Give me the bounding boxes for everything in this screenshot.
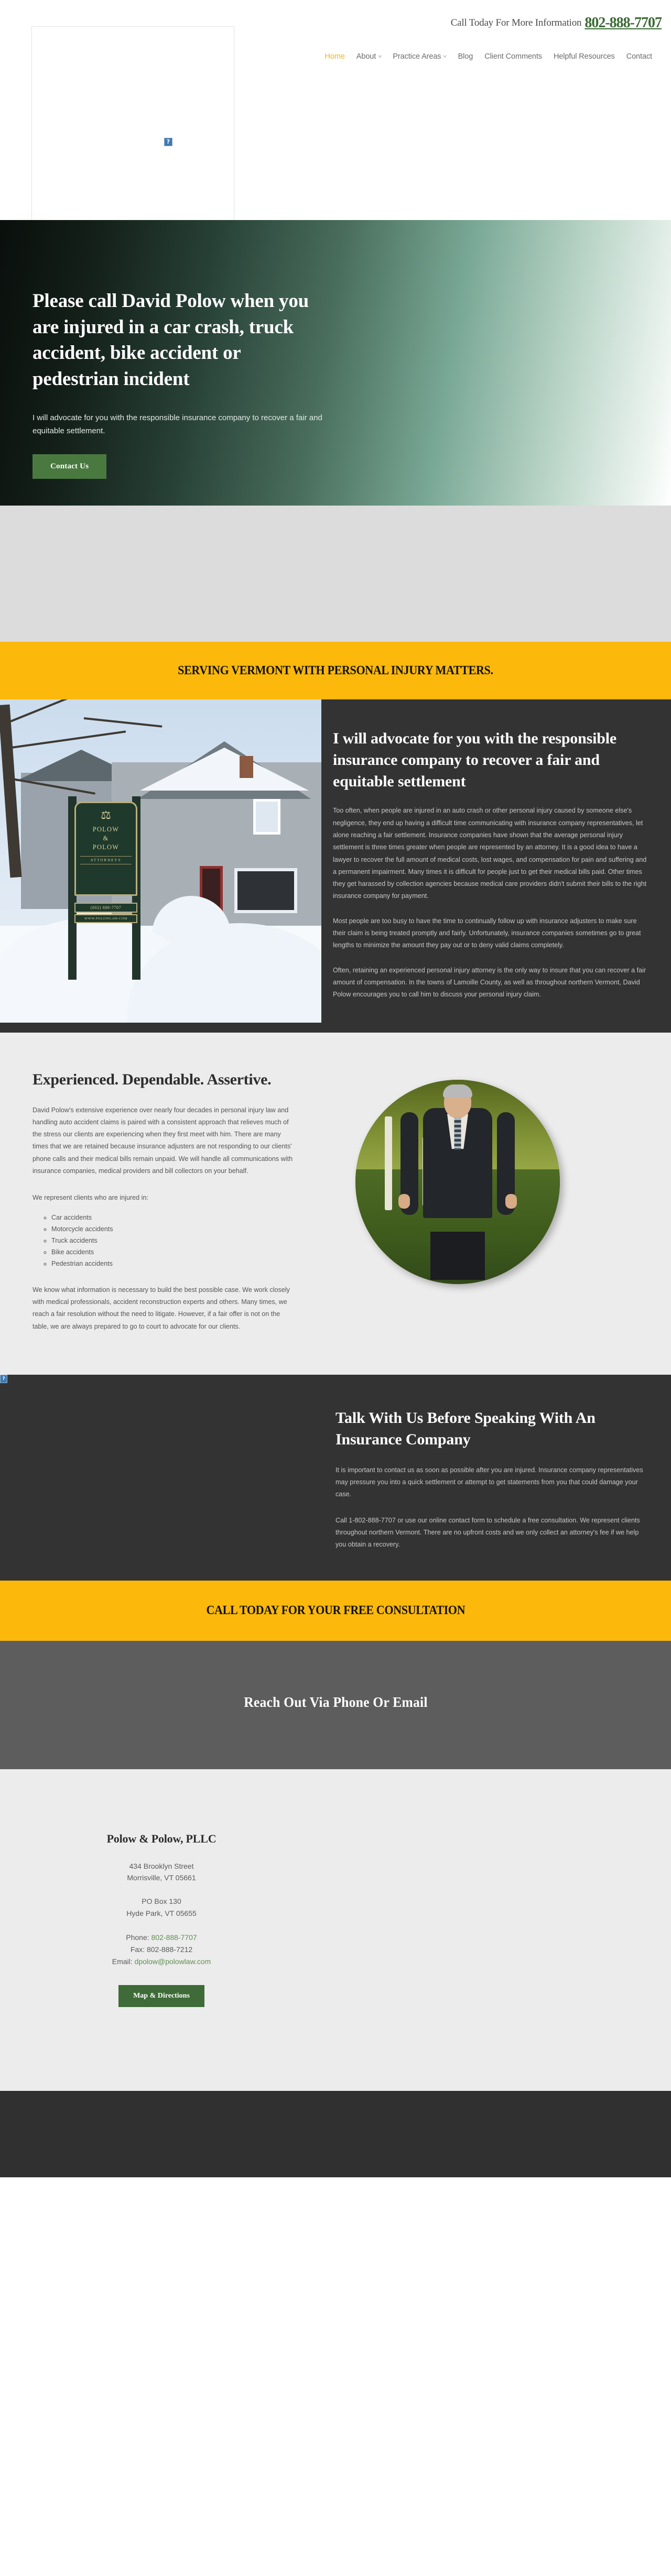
- sign-attorneys-label: ATTORNEYS: [80, 856, 132, 864]
- footer-email-row: [57, 1956, 266, 1968]
- sign-name-line1: POLOW: [92, 826, 120, 833]
- hero-section: [0, 220, 671, 506]
- experienced-section: [0, 1033, 671, 1375]
- scales-of-justice-icon: ⚖: [101, 808, 111, 821]
- advocate-paragraph-3: Often, retaining an experienced personal injury attorney is the only way to insure that you can recover a fair amount of compensation. In the towns of Lamoille County, as well as throughout northern Vermont, David Polow encourages you to call him to discuss your personal injury claim.: [333, 966, 646, 999]
- experienced-photo-area: [336, 1069, 671, 1333]
- hero-content: [33, 288, 331, 479]
- serving-vermont-banner: [0, 642, 671, 699]
- site-footer: [0, 1769, 671, 2091]
- nav-label-practice-areas: Practice Areas: [393, 52, 441, 61]
- list-item: ◦ Bike accidents: [51, 1246, 294, 1258]
- nav-label-blog: Blog: [458, 52, 473, 61]
- call-today-label: Call Today For More Information: [450, 17, 582, 28]
- call-today-line: [451, 15, 662, 31]
- list-item: ◦ Motorcycle accidents: [51, 1223, 294, 1235]
- portrait-tie: [454, 1115, 461, 1150]
- footer-po-city: Hyde Park, VT 05655: [126, 1909, 197, 1917]
- footer-address-street: 434 Brooklyn Street: [129, 1861, 194, 1870]
- attorney-portrait: [355, 1080, 560, 1284]
- footer-phone-label: Phone:: [126, 1933, 151, 1942]
- nav-label-about: About: [356, 52, 376, 61]
- injury-types-list: [33, 1212, 294, 1269]
- photo-chimney: [240, 756, 253, 778]
- talk-paragraph-2: Call 1-802-888-7707 or use our online contact form to schedule a free consultation. We represent clients throughout northern Vermont. There are no upfront costs and we only collect an attorney's fee if we help you obtain a recovery.: [336, 1516, 640, 1549]
- site-header: [0, 0, 671, 220]
- footer-phone-link[interactable]: 802-888-7707: [151, 1933, 197, 1942]
- talk-paragraph-1: It is important to contact us as soon as possible after you are injured. Insurance company representatives may pressure you into a quick settlement or attempt to get statements from you that could damage your case.: [336, 1466, 643, 1498]
- sign-phone-plate: (802) 888-7707: [74, 903, 137, 913]
- portrait-hair: [443, 1084, 472, 1098]
- footer-email-label: Email:: [112, 1957, 135, 1966]
- main-navigation: [325, 52, 652, 61]
- sign-website-plate: WWW.POLOWLAW.COM: [74, 914, 137, 923]
- footer-address-primary: [57, 1860, 266, 1884]
- broken-image-icon: ?: [0, 1375, 7, 1383]
- nav-item-about[interactable]: [356, 52, 382, 61]
- footer-address-city: Morrisville, VT 05661: [127, 1873, 196, 1882]
- talk-left-spacer: [0, 1407, 336, 1551]
- sign-name-line2: POLOW: [92, 843, 120, 851]
- portrait-legs: [430, 1232, 485, 1280]
- nav-item-helpful-resources[interactable]: [554, 52, 615, 61]
- office-sign-photo: [0, 699, 321, 1023]
- hero-title: Please call David Polow when you are injured in a car crash, truck accident, bike accident or pedestrian incident: [33, 290, 309, 390]
- broken-image-icon: ?: [164, 138, 172, 146]
- advocate-content: [321, 699, 671, 1033]
- nav-label-home: Home: [324, 52, 345, 61]
- portrait-birch-tree: [385, 1116, 392, 1210]
- list-item: ◦ Pedestrian accidents: [51, 1258, 294, 1269]
- photo-sign-board: [74, 802, 137, 896]
- footer-phone-row: [57, 1932, 266, 1944]
- portrait-hand: [398, 1194, 410, 1209]
- nav-item-home[interactable]: [325, 52, 345, 61]
- footer-fax: Fax: 802-888-7212: [130, 1945, 193, 1954]
- sign-ampersand: &: [103, 834, 109, 842]
- advocate-title: I will advocate for you with the responsible insurance company to recover a fair and equitable settlement: [333, 730, 616, 790]
- experienced-paragraph-1: David Polow's extensive experience over nearly four decades in personal injury law and handling auto accident claims is paired with a consistent approach that relieves much of the stress our clients are experiencing when they first meet with him. There are many times that we are retained because insurance adjusters are not responding to our clients' phone calls and their medical bills remain unpaid. We will handle all communications with insurance companies, medical providers and bill collectors on your behalf.: [33, 1106, 293, 1175]
- contact-us-button[interactable]: Contact Us: [33, 454, 106, 479]
- hero-spacer: [0, 506, 671, 642]
- chevron-down-icon: ˅: [443, 54, 447, 59]
- advocate-section: [0, 699, 671, 1033]
- talk-content: [336, 1407, 671, 1551]
- list-item: ◦ Car accidents: [51, 1212, 294, 1223]
- nav-item-blog[interactable]: [458, 52, 473, 61]
- talk-title: Talk With Us Before Speaking With An Insurance Company: [336, 1409, 596, 1449]
- photo-roof-snow: [140, 748, 309, 791]
- photo-window: [234, 868, 297, 913]
- chevron-down-icon: ˅: [378, 54, 382, 59]
- nav-item-contact[interactable]: [626, 52, 652, 61]
- call-today-banner-text: CALL TODAY FOR YOUR FREE CONSULTATION: [206, 1603, 465, 1617]
- advocate-paragraph-2: Most people are too busy to have the time to continually follow up with insurance adjusters to make sure their claim is being treated promptly and fairly. Unfortunately, insurance companies sometimes go to great lengths to minimize the amount they pay out or to deny valid claims completely.: [333, 917, 641, 949]
- list-item: ◦ Truck accidents: [51, 1235, 294, 1246]
- portrait-hand: [505, 1194, 517, 1209]
- footer-email-link[interactable]: dpolow@polowlaw.com: [134, 1957, 211, 1966]
- talk-with-us-section: [0, 1375, 671, 1581]
- footer-contact-details: [57, 1932, 266, 1967]
- experienced-title: Experienced. Dependable. Assertive.: [33, 1070, 272, 1088]
- hero-subtitle: I will advocate for you with the responsible insurance company to recover a fair and equitable settlement.: [33, 413, 322, 435]
- nav-item-client-comments[interactable]: [484, 52, 542, 61]
- logo-placeholder[interactable]: [31, 26, 234, 223]
- advocate-paragraph-1: Too often, when people are injured in an auto crash or other personal injury caused by someone else's negligence, they end up having a difficult time communicating with insurance company representatives, let alone reaching a fair settlement. Insurance companies have shown that the average personal injury settlement is three times greater when people are represented by an attorney. It is a good idea to have a lawyer to recover the full amount of medical costs, lost wages, and compensation for pain and suffering and a permanent impairment. Many times it is difficult for people just to get their medical bills paid. Other times they get harassed by collection agencies because medical care providers didn't submit their bills to the right insurance company for payment.: [333, 807, 647, 900]
- photo-dormer-window: [253, 799, 280, 835]
- footer-bottom-bar: [0, 2091, 671, 2177]
- header-contact-area: [324, 15, 662, 61]
- experienced-paragraph-2: We know what information is necessary to build the best possible case. We work closely with medical professionals, accident reconstruction experts and others. Many times, we reach a fair resolution without the need to litigate. However, if a fair offer is not on the table, we are always prepared to go to court to advocate for our clients.: [33, 1286, 290, 1330]
- nav-label-contact: Contact: [626, 52, 652, 61]
- reach-out-title: Reach Out Via Phone Or Email: [243, 1694, 428, 1710]
- map-directions-button[interactable]: Map & Directions: [118, 1985, 204, 2007]
- call-today-banner: [0, 1581, 671, 1641]
- reach-out-section: [0, 1641, 671, 1769]
- experienced-list-intro: We represent clients who are injured in:: [33, 1194, 148, 1202]
- footer-contact-block: [57, 1832, 266, 2008]
- footer-po-box: PO Box 130: [142, 1897, 181, 1905]
- nav-label-client-comments: Client Comments: [484, 52, 542, 61]
- footer-firm-name: Polow & Polow, PLLC: [106, 1832, 217, 1845]
- experienced-content: [0, 1069, 336, 1333]
- serving-vermont-text: SERVING VERMONT WITH PERSONAL INJURY MATTERS.: [178, 663, 493, 677]
- footer-address-mailing: [57, 1895, 266, 1919]
- header-phone-link[interactable]: 802-888-7707: [585, 15, 662, 31]
- nav-item-practice-areas[interactable]: [393, 52, 446, 61]
- nav-label-helpful-resources: Helpful Resources: [553, 52, 615, 61]
